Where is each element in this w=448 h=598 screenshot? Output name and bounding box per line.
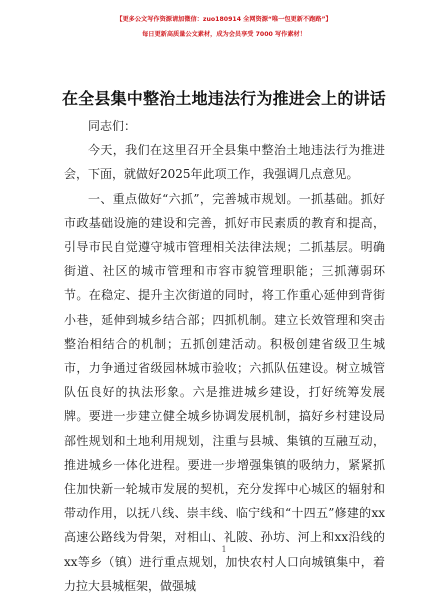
document-title: 在全县集中整治土地违法行为推进会上的讲话 — [61, 89, 386, 108]
paragraph-intro: 今天，我们在这里召开全县集中整治土地违法行为推进会，下面，就做好2025年此项工作，我强调几点意见。 — [64, 143, 385, 182]
page-number: 1 — [221, 545, 227, 554]
promo-banner-line-1: 【更多公文写作资源请加微信：zuo180914 全网资源“唯一包更新不跑路”】 — [116, 16, 332, 23]
promo-banner-line-2: 每日更新高质量公文素材，成为会员享受 7000 写作素材！ — [142, 31, 306, 38]
document-body — [64, 114, 385, 598]
greeting: 同志们： — [88, 119, 137, 133]
paragraph-section-1: 一、重点做好“六抓”，完善城市规划。一抓基础。抓好市政基础设施的建设和完善，抓好市民素质的教育和提高，引导市民自觉遵守城市管理相关法律法规；二抓基层。明确街道、社区的城市管理和市容市貌管理职能；三抓薄弱环节。在稳定、提升主次街道的同时，将工作重心延伸到背街小巷，延伸到城乡结合部；四抓机制。建立长效管理和突击整治相结合的机制；五抓创建活动。积极创建省级卫生城市，力争通过省级园林城市验收；六抓队伍建设。树立城管队伍良好的执法形象。六是推进城乡建设，打好统筹发展牌。要进一步建立健全城乡协调发展机制，搞好乡村建设局部性规划和土地利用规划，注重与县城、集镇的互融互动，推进城乡一体化进程。要进一步增强集镇的吸纳力，紧紧抓住加快新一轮城市发展的契机，充分发挥中心城区的辐射和带动作用，以抚八线、崇丰线、临宁线和“十四五”修建的xx高速公路线为骨架，对相山、礼陂、孙坊、河上和xx沿线的xx等乡（镇）进行重点规划，加快农村人口向城镇集中，着力拉大县城框架，做强城 — [64, 191, 385, 593]
promo-banner — [0, 13, 448, 41]
